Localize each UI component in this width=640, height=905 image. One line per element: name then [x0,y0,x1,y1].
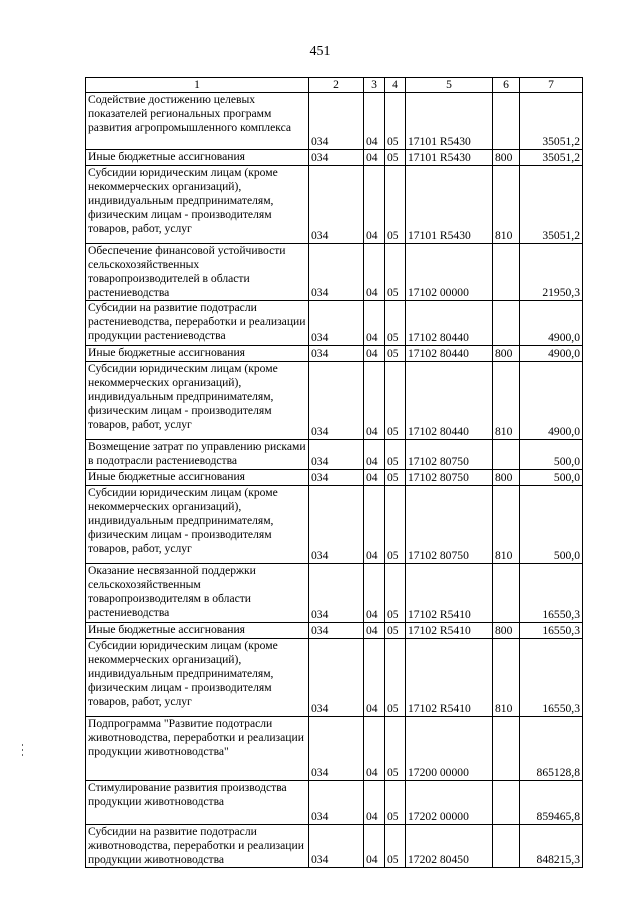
row-name-cell: Оказание несвязанной поддержки сельскохозяйственным товаропроизводителям в области растениеводства [86,564,309,623]
row-name-cell: Субсидии на развитие подотрасли растениеводства, переработки и реализации продукции растениеводства [86,301,309,346]
ministry-code-cell: 034 [309,486,364,564]
amount-cell: 35051,2 [520,93,583,150]
ministry-code-cell: 034 [309,166,364,244]
target-article-cell: 17102 80440 [406,301,493,346]
row-name-cell: Субсидии юридическим лицам (кроме некоммерческих организаций), индивидуальным предпринимателям, физическим лицам - производителям товаров, работ, услуг [86,362,309,440]
expense-type-cell [493,440,520,470]
row-name-cell: Стимулирование развития производства продукции животноводства [86,781,309,825]
expense-type-cell [493,244,520,301]
ministry-code-cell: 034 [309,470,364,486]
table-row [86,781,583,825]
target-article-cell: 17102 R5410 [406,623,493,639]
row-name-cell: Возмещение затрат по управлению рисками в подотрасли растениеводства [86,440,309,470]
section-code-cell: 04 [364,486,385,564]
target-article-cell: 17102 R5410 [406,564,493,623]
target-article-cell: 17200 00000 [406,717,493,781]
row-name-cell: Субсидии на развитие подотрасли животноводства, переработки и реализации продукции животноводства [86,825,309,868]
amount-cell: 848215,3 [520,825,583,868]
subsection-code-cell: 05 [385,362,406,440]
expense-type-cell: 800 [493,346,520,362]
subsection-code-cell: 05 [385,346,406,362]
ministry-code-cell: 034 [309,362,364,440]
row-name-cell: Субсидии юридическим лицам (кроме некоммерческих организаций), индивидуальным предпринимателям, физическим лицам - производителям товаров, работ, услуг [86,639,309,717]
column-header: 6 [493,78,520,93]
ministry-code-cell: 034 [309,564,364,623]
expense-type-cell [493,781,520,825]
expense-type-cell: 800 [493,150,520,166]
amount-cell: 500,0 [520,486,583,564]
ministry-code-cell: 034 [309,301,364,346]
row-name-cell: Обеспечение финансовой устойчивости сельскохозяйственных товаропроизводителей в области растениеводства [86,244,309,301]
amount-cell: 35051,2 [520,166,583,244]
subsection-code-cell: 05 [385,639,406,717]
target-article-cell: 17101 R5430 [406,93,493,150]
expense-type-cell: 800 [493,623,520,639]
amount-cell: 4900,0 [520,301,583,346]
expense-type-cell [493,564,520,623]
ministry-code-cell: 034 [309,150,364,166]
column-header: 2 [309,78,364,93]
expense-type-cell [493,825,520,868]
amount-cell: 16550,3 [520,564,583,623]
table-row [86,470,583,486]
subsection-code-cell: 05 [385,301,406,346]
section-code-cell: 04 [364,470,385,486]
target-article-cell: 17202 00000 [406,781,493,825]
subsection-code-cell: 05 [385,623,406,639]
row-name-cell: Субсидии юридическим лицам (кроме некоммерческих организаций), индивидуальным предпринимателям, физическим лицам - производителям товаров, работ, услуг [86,486,309,564]
target-article-cell: 17102 00000 [406,244,493,301]
table-row [86,93,583,150]
section-code-cell: 04 [364,781,385,825]
section-code-cell: 04 [364,346,385,362]
row-name-cell: Иные бюджетные ассигнования [86,150,309,166]
expense-type-cell: 810 [493,639,520,717]
subsection-code-cell: 05 [385,564,406,623]
ministry-code-cell: 034 [309,825,364,868]
subsection-code-cell: 05 [385,825,406,868]
section-code-cell: 04 [364,623,385,639]
table-row [86,301,583,346]
ministry-code-cell: 034 [309,244,364,301]
expense-type-cell: 810 [493,486,520,564]
row-name-cell: Иные бюджетные ассигнования [86,470,309,486]
target-article-cell: 17101 R5430 [406,150,493,166]
row-name-cell: Подпрограмма "Развитие подотрасли животноводства, переработки и реализации продукции животноводства" [86,717,309,781]
expense-type-cell: 810 [493,166,520,244]
table-row [86,346,583,362]
expense-type-cell [493,717,520,781]
subsection-code-cell: 05 [385,717,406,781]
budget-table [85,77,583,868]
table-row [86,486,583,564]
amount-cell: 16550,3 [520,623,583,639]
target-article-cell: 17202 80450 [406,825,493,868]
row-name-cell: Содействие достижению целевых показателей региональных программ развития агропромышленного комплекса [86,93,309,150]
section-code-cell: 04 [364,93,385,150]
table-row [86,362,583,440]
amount-cell: 16550,3 [520,639,583,717]
section-code-cell: 04 [364,825,385,868]
section-code-cell: 04 [364,440,385,470]
column-header: 7 [520,78,583,93]
column-header: 3 [364,78,385,93]
expense-type-cell [493,93,520,150]
row-name-cell: Иные бюджетные ассигнования [86,346,309,362]
table-row [86,623,583,639]
target-article-cell: 17102 R5410 [406,639,493,717]
ministry-code-cell: 034 [309,639,364,717]
section-code-cell: 04 [364,717,385,781]
ministry-code-cell: 034 [309,440,364,470]
subsection-code-cell: 05 [385,93,406,150]
margin-mark [22,749,23,751]
target-article-cell: 17101 R5430 [406,166,493,244]
section-code-cell: 04 [364,166,385,244]
row-name-cell: Иные бюджетные ассигнования [86,623,309,639]
ministry-code-cell: 034 [309,346,364,362]
section-code-cell: 04 [364,639,385,717]
column-header: 1 [86,78,309,93]
subsection-code-cell: 05 [385,166,406,244]
section-code-cell: 04 [364,244,385,301]
margin-mark [22,754,23,756]
table-row [86,564,583,623]
table-header-row [86,78,583,93]
subsection-code-cell: 05 [385,440,406,470]
expense-type-cell [493,301,520,346]
column-header: 5 [406,78,493,93]
target-article-cell: 17102 80440 [406,346,493,362]
ministry-code-cell: 034 [309,623,364,639]
subsection-code-cell: 05 [385,486,406,564]
amount-cell: 859465,8 [520,781,583,825]
column-header: 4 [385,78,406,93]
subsection-code-cell: 05 [385,150,406,166]
table-row [86,440,583,470]
table-row [86,639,583,717]
amount-cell: 865128,8 [520,717,583,781]
section-code-cell: 04 [364,564,385,623]
expense-type-cell: 810 [493,362,520,440]
table-row [86,825,583,868]
target-article-cell: 17102 80750 [406,440,493,470]
amount-cell: 500,0 [520,440,583,470]
section-code-cell: 04 [364,150,385,166]
amount-cell: 35051,2 [520,150,583,166]
amount-cell: 500,0 [520,470,583,486]
ministry-code-cell: 034 [309,93,364,150]
table-row [86,717,583,781]
amount-cell: 4900,0 [520,362,583,440]
margin-mark [22,744,23,746]
table-row [86,150,583,166]
table-row [86,244,583,301]
expense-type-cell: 800 [493,470,520,486]
row-name-cell: Субсидии юридическим лицам (кроме некоммерческих организаций), индивидуальным предпринимателям, физическим лицам - производителям товаров, работ, услуг [86,166,309,244]
subsection-code-cell: 05 [385,244,406,301]
target-article-cell: 17102 80750 [406,470,493,486]
amount-cell: 4900,0 [520,346,583,362]
target-article-cell: 17102 80750 [406,486,493,564]
subsection-code-cell: 05 [385,470,406,486]
subsection-code-cell: 05 [385,781,406,825]
page-number: 451 [309,44,331,59]
target-article-cell: 17102 80440 [406,362,493,440]
section-code-cell: 04 [364,301,385,346]
ministry-code-cell: 034 [309,781,364,825]
ministry-code-cell: 034 [309,717,364,781]
amount-cell: 21950,3 [520,244,583,301]
section-code-cell: 04 [364,362,385,440]
table-row [86,166,583,244]
